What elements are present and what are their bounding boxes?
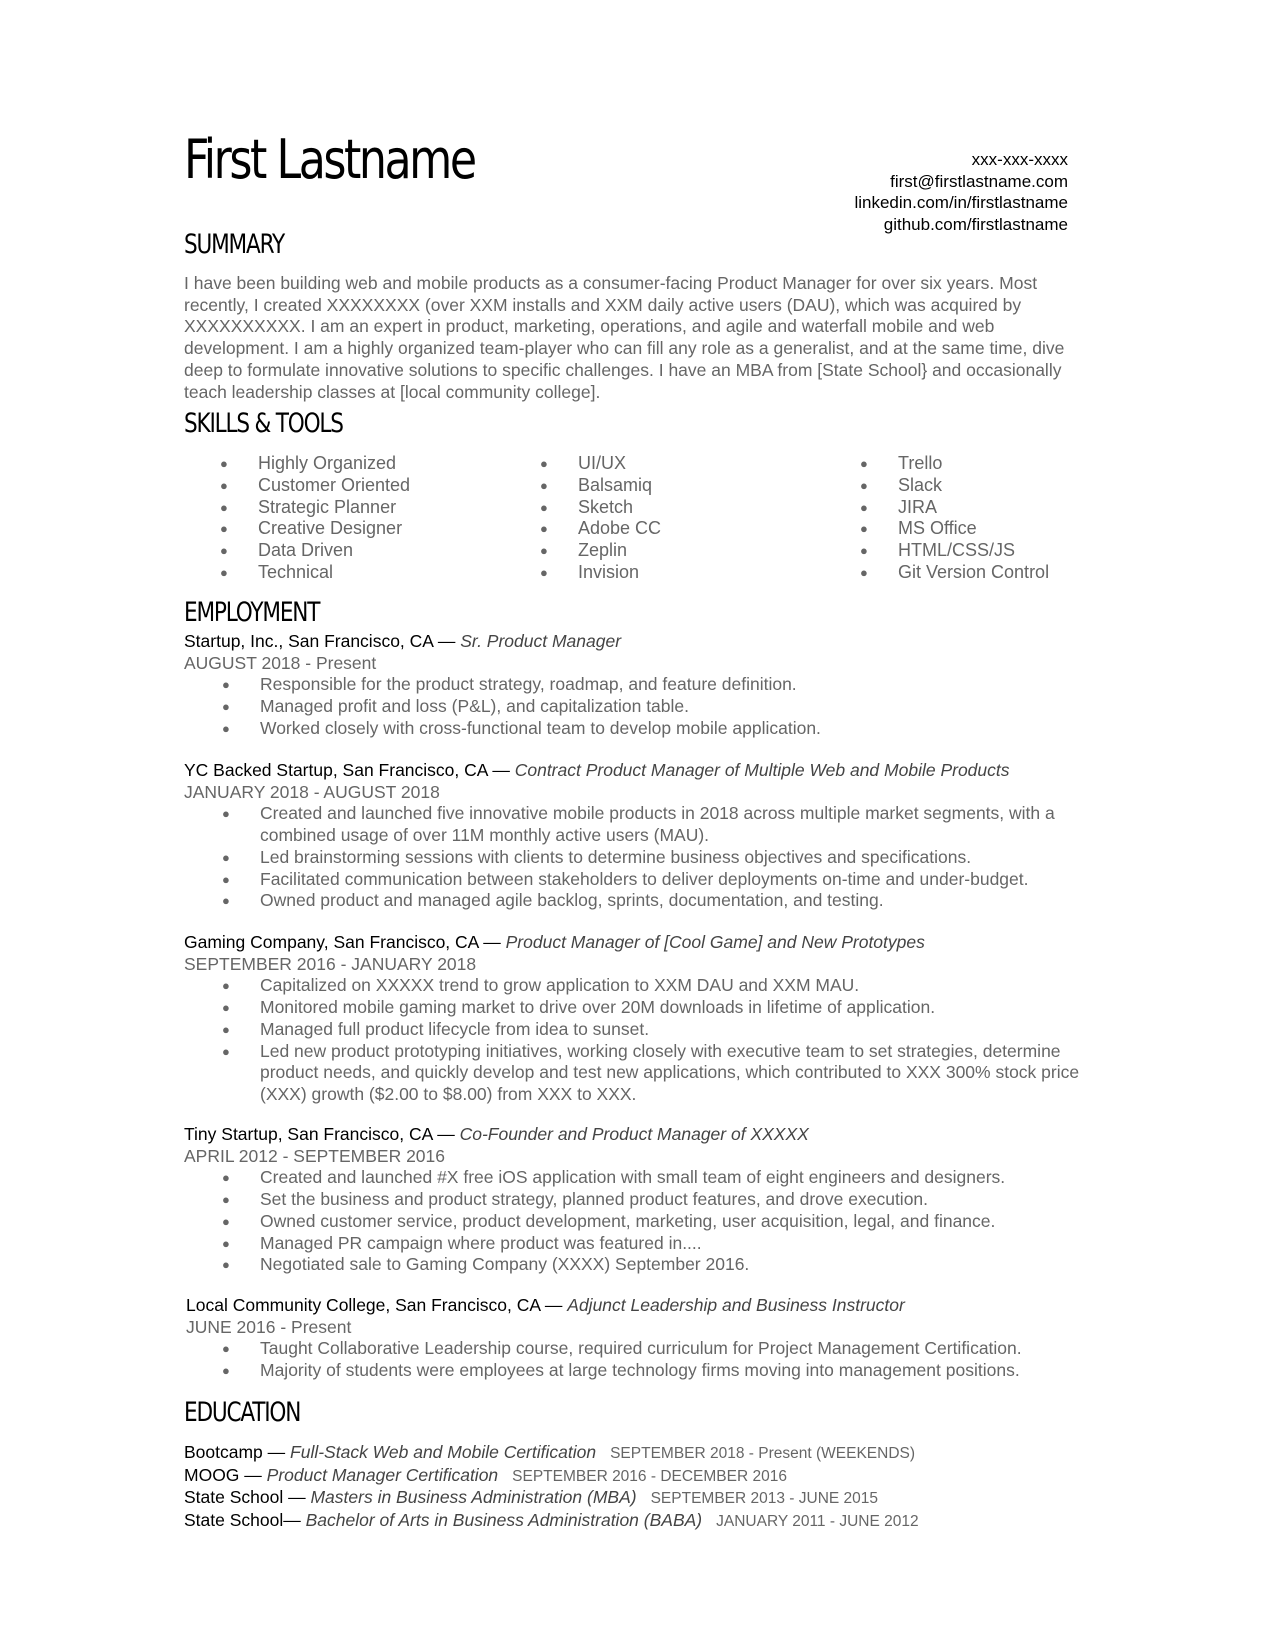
education-degree: Product Manager Certification	[266, 1464, 499, 1485]
phone-number: xxx-xxx-xxxx	[971, 150, 1068, 169]
job-company: YC Backed Startup, San Francisco, CA	[184, 760, 488, 780]
education-item	[184, 1442, 1084, 1465]
education-school: State School	[184, 1487, 284, 1508]
skill-item: ● JIRA	[860, 497, 1049, 519]
job-dates: AUGUST 2018 - Present	[184, 652, 377, 673]
job-role: Product Manager of [Cool Game] and New Prototypes	[505, 932, 925, 952]
skills-grid	[0, 453, 1275, 593]
job-bullet: ● Owned customer service, product development, marketing, user acquisition, legal, and finance.	[222, 1211, 1084, 1233]
github-url: github.com/firstlastname	[883, 214, 1068, 234]
education-separator: —	[262, 1442, 291, 1462]
job-bullets	[222, 674, 1084, 739]
job-bullet: ● Taught Collaborative Leadership course, required curriculum for Project Management Certification.	[222, 1338, 1086, 1360]
job-entry	[184, 932, 1084, 1106]
education-heading: EDUCATION	[184, 1397, 301, 1428]
job-separator: —	[433, 631, 461, 651]
job-bullets	[222, 1338, 1086, 1381]
education-dates: SEPTEMBER 2016 - DECEMBER 2016	[512, 1467, 787, 1485]
education-dates: SEPTEMBER 2013 - JUNE 2015	[650, 1490, 879, 1508]
job-bullet: ● Worked closely with cross-functional team to develop mobile application.	[222, 718, 1084, 740]
skills-column-3	[860, 453, 1049, 584]
skill-item: ● Zeplin	[540, 540, 661, 562]
job-role: Sr. Product Manager	[460, 631, 622, 651]
education-dates: SEPTEMBER 2018 - Present (WEEKENDS)	[610, 1445, 916, 1462]
job-role: Co-Founder and Product Manager of XXXXX	[459, 1124, 809, 1144]
education-school: State School	[184, 1510, 284, 1531]
skills-column-1	[220, 453, 410, 584]
job-bullet: ● Responsible for the product strategy, roadmap, and feature definition.	[222, 674, 1084, 696]
summary-heading: SUMMARY	[184, 229, 284, 260]
skill-item: ● Invision	[540, 562, 661, 584]
job-dates: JUNE 2016 - Present	[186, 1316, 352, 1337]
skill-item: ● Data Driven	[220, 540, 410, 562]
skill-item: ● MS Office	[860, 518, 1049, 540]
job-header	[184, 760, 1084, 782]
skill-item: ● Git Version Control	[860, 562, 1049, 584]
skill-item: ● UI/UX	[540, 453, 661, 475]
education-separator: —	[283, 1487, 311, 1508]
job-company: Local Community College, San Francisco, CA	[186, 1295, 541, 1315]
education-degree: Masters in Business Administration (MBA)	[310, 1487, 637, 1508]
job-separator: —	[432, 1124, 460, 1144]
linkedin-url: linkedin.com/in/firstlastname	[854, 193, 1068, 212]
education-school: MOOG	[184, 1464, 240, 1485]
job-separator: —	[478, 932, 506, 952]
summary-text: I have been building web and mobile products as a consumer-facing Product Manager for over six years. Most recently, I created XXXXXXXX (over XXM installs and XXM daily active users (DAU), which was acquired by XXXXXXXXXX. I am an expert in product, marketing, operations, and agile and waterfall mobile and web development. I am a highly organized team-player who can fill any role as a generalist, and at the same time, dive deep to formulate innovative solutions to specific challenges. I have an MBA from [State School} and occasionally teach leadership classes at [local community college].	[184, 273, 1065, 402]
job-bullet: ● Monitored mobile gaming market to drive over 20M downloads in lifetime of application.	[222, 997, 1084, 1019]
education-item	[184, 1510, 1084, 1533]
skill-item: ● Trello	[860, 453, 1049, 475]
job-company: Startup, Inc., San Francisco, CA	[184, 631, 433, 651]
job-bullet: ● Managed profit and loss (P&L), and capitalization table.	[222, 696, 1084, 718]
job-bullet: ● Led brainstorming sessions with clients to determine business objectives and specifications.	[222, 847, 1084, 869]
skill-item: ● Balsamiq	[540, 475, 661, 497]
job-bullet: ● Facilitated communication between stakeholders to deliver deployments on-time and under-budget.	[222, 869, 1084, 891]
job-bullet: ● Created and launched #X free iOS application with small team of eight engineers and designers.	[222, 1167, 1084, 1189]
skill-item: ● Sketch	[540, 497, 661, 519]
contact-block	[854, 149, 1068, 235]
job-bullet: ● Negotiated sale to Gaming Company (XXXX) September 2016.	[222, 1254, 1084, 1276]
job-bullet: ● Created and launched five innovative mobile products in 2018 across multiple market segments, with a combined usage of over 11M monthly active users (MAU).	[222, 803, 1084, 846]
job-header	[184, 1124, 1084, 1146]
job-header	[186, 1295, 1086, 1317]
job-company: Gaming Company, San Francisco, CA	[184, 932, 479, 952]
job-dates: JANUARY 2018 - AUGUST 2018	[184, 781, 440, 802]
skill-item: ● Adobe CC	[540, 518, 661, 540]
education-school: Bootcamp	[184, 1442, 263, 1462]
job-bullet: ● Managed PR campaign where product was featured in....	[222, 1233, 1084, 1255]
job-company: Tiny Startup, San Francisco, CA	[184, 1124, 433, 1144]
education-separator: —	[239, 1464, 267, 1485]
education-dates: JANUARY 2011 - JUNE 2012	[716, 1513, 919, 1531]
education-list	[184, 1442, 1084, 1533]
job-entry	[184, 760, 1084, 912]
job-bullet: ● Managed full product lifecycle from idea to sunset.	[222, 1019, 1084, 1041]
job-bullets	[222, 803, 1084, 912]
job-header	[184, 631, 1084, 653]
skill-item: ● Customer Oriented	[220, 475, 410, 497]
resume-name: First Lastname	[184, 128, 475, 191]
job-bullet: ● Majority of students were employees at large technology firms moving into management positions.	[222, 1360, 1086, 1382]
skill-item: ● HTML/CSS/JS	[860, 540, 1049, 562]
job-bullet: ● Set the business and product strategy, planned product features, and drove execution.	[222, 1189, 1084, 1211]
education-degree: Full-Stack Web and Mobile Certification	[290, 1442, 597, 1462]
skills-heading: SKILLS & TOOLS	[184, 408, 343, 439]
education-item	[184, 1487, 1084, 1510]
skills-column-2	[540, 453, 661, 584]
employment-heading: EMPLOYMENT	[184, 597, 320, 628]
email-address: first@firstlastname.com	[890, 171, 1068, 191]
job-bullet: ● Owned product and managed agile backlog, sprints, documentation, and testing.	[222, 890, 1084, 912]
skill-item: ● Highly Organized	[220, 453, 410, 475]
job-bullets	[222, 975, 1084, 1105]
skill-item: ● Creative Designer	[220, 518, 410, 540]
job-dates: SEPTEMBER 2016 - JANUARY 2018	[184, 953, 477, 974]
education-separator: —	[283, 1510, 306, 1531]
job-bullet: ● Led new product prototyping initiatives, working closely with executive team to set strategies, determine product needs, and quickly develop and test new applications, which contributed to XXX 300% stock price (XXX) growth ($2.00 to $8.00) from XXX to XXX.	[222, 1041, 1084, 1106]
job-separator: —	[487, 760, 515, 780]
education-item	[184, 1465, 1084, 1488]
job-entry	[186, 1295, 1086, 1382]
job-bullets	[222, 1167, 1084, 1276]
skill-item: ● Strategic Planner	[220, 497, 410, 519]
skill-item: ● Slack	[860, 475, 1049, 497]
education-degree: Bachelor of Arts in Business Administration (BABA)	[305, 1510, 703, 1531]
job-dates: APRIL 2012 - SEPTEMBER 2016	[184, 1145, 446, 1166]
job-entry	[184, 1124, 1084, 1276]
job-header	[184, 932, 1084, 954]
job-role: Contract Product Manager of Multiple Web and Mobile Products	[514, 760, 1010, 780]
job-separator: —	[540, 1295, 568, 1315]
job-bullet: ● Capitalized on XXXXX trend to grow application to XXM DAU and XXM MAU.	[222, 975, 1084, 997]
job-entry	[184, 631, 1084, 740]
skill-item: ● Technical	[220, 562, 410, 584]
job-role: Adjunct Leadership and Business Instructor	[567, 1295, 905, 1315]
